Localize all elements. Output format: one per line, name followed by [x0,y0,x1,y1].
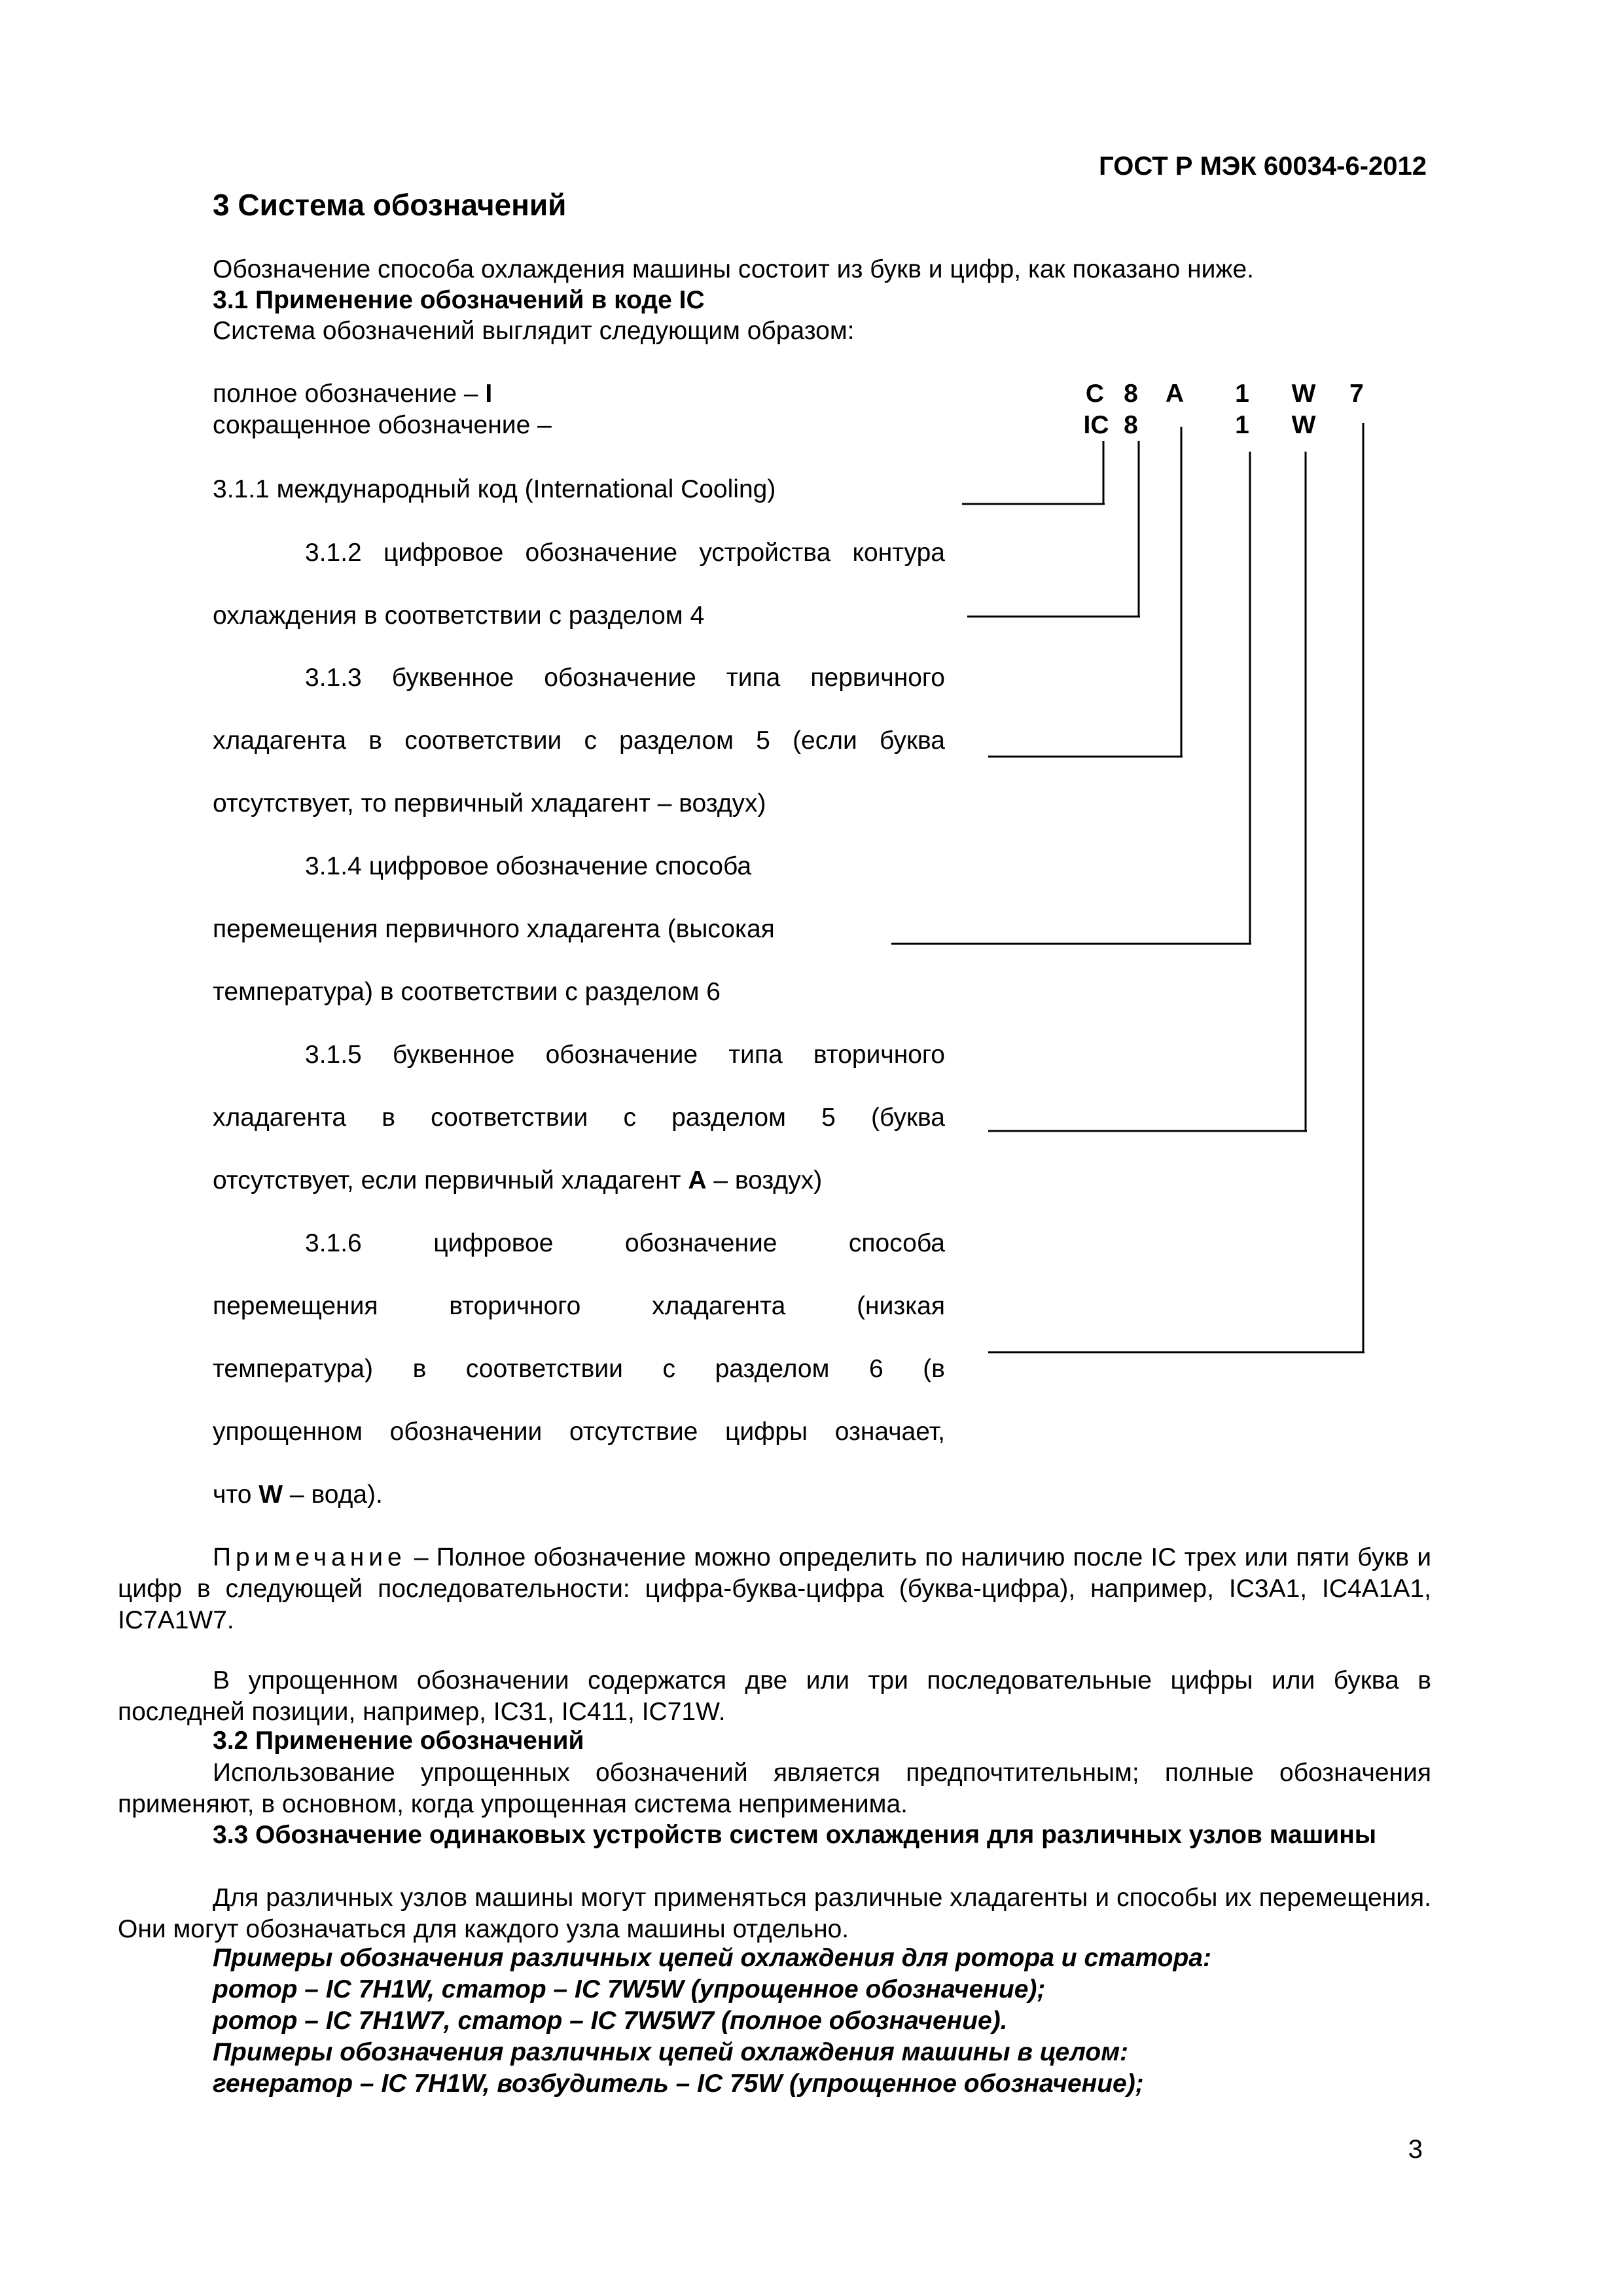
item-3-1-5-line1: 3.1.5 буквенное обозначение типа вторичного [305,1041,945,1069]
item-3-1-6-line5 [213,1480,383,1509]
item-3-1-1: 3.1.1 международный код (International Cooling) [213,475,776,503]
example-line-2: ротор – IC 7H1W, статор – IC 7W5W (упрощенное обозначение); [213,1975,1046,2003]
item-3-1-3-line2: хладагента в соответствии с разделом 5 (если буква [213,726,945,755]
item-3-1-5-line2: хладагента в соответствии с разделом 5 (буква [213,1103,945,1132]
item-3-1-3-line3: отсутствует, то первичный хладагент – воздух) [213,789,766,817]
code-short-ic: IC [1083,411,1109,439]
example-line-3: ротор – IC 7H1W7, статор – IC 7W5W7 (полное обозначение). [213,2007,1008,2035]
full-designation-letter: I [485,380,493,408]
page-number: 3 [1408,2135,1423,2164]
standard-number: ГОСТ Р МЭК 60034-6-2012 [1099,152,1427,181]
code-short-1: 1 [1235,411,1249,439]
item-3-1-5-letter-a: А [688,1166,707,1194]
short-designation-label: сокращенное обозначение – [213,411,552,439]
item-3-1-2-line1: 3.1.2 цифровое обозначение устройства контура [305,539,945,567]
item-3-1-2-line2: охлаждения в соответствии с разделом 4 [213,601,705,630]
item-3-1-6-line3: температура) в соответствии с разделом 6 (в [213,1355,945,1383]
note-label: Примечание [213,1543,406,1571]
example-line-5: генератор – IC 7H1W, возбудитель – IC 75W (упрощенное обозначение); [213,2070,1144,2098]
item-3-1-6-line5-c: – вода). [283,1480,383,1509]
item-3-1-6-letter-w: W [259,1480,283,1509]
subsection-3-3-title: 3.3 Обозначение одинаковых устройств систем охлаждения для различных узлов машины [213,1821,1377,1849]
item-3-1-6-line4: упрощенном обозначении отсутствие цифры означает, [213,1418,945,1446]
code-full-8: 8 [1124,380,1138,408]
subsection-3-2-title: 3.2 Применение обозначений [213,1727,584,1755]
simplified-paragraph: В упрощенном обозначении содержатся две или три последовательные цифры или буква в последней позиции, например, IC31, IC411, IC71W. [118,1666,1431,1726]
intro-text: Обозначение способа охлаждения машины состоит из букв и цифр, как показано ниже. [213,255,1255,283]
code-full-1: 1 [1235,380,1249,408]
item-3-1-6-line2: перемещения вторичного хладагента (низкая [213,1292,945,1320]
item-3-1-6-line1: 3.1.6 цифровое обозначение способа [305,1229,945,1257]
code-full-a: A [1165,380,1185,408]
item-3-1-4-line2: перемещения первичного хладагента (высокая [213,915,775,943]
example-line-4: Примеры обозначения различных цепей охлаждения машины в целом: [213,2038,1129,2066]
code-full-w: W [1291,380,1316,408]
subsection-3-3-text: Для различных узлов машины могут применяться различные хладагенты и способы их перемещения. Они могут обозначаться для каждого узла машины отдельно. [118,1884,1431,1943]
code-short-w: W [1291,411,1316,439]
code-full-7: 7 [1349,380,1364,408]
code-short-8: 8 [1124,411,1138,439]
example-line-1: Примеры обозначения различных цепей охлаждения для ротора и статора: [213,1944,1211,1972]
item-3-1-5-line3-a: отсутствует, если первичный хладагент [213,1166,688,1194]
subsection-3-1-text: Система обозначений выглядит следующим образом: [213,317,855,345]
section-title: 3 Система обозначений [213,188,567,222]
item-3-1-4-line1: 3.1.4 цифровое обозначение способа [305,852,752,880]
item-3-1-5-line3-c: – воздух) [706,1166,823,1194]
subsection-3-1-title: 3.1 Применение обозначений в коде IC [213,286,705,314]
note-paragraph [118,1542,1431,1636]
code-full-c: C [1085,380,1105,408]
subsection-3-2-text: Использование упрощенных обозначений является предпочтительным; полные обозначения применяют, в основном, когда упрощенная система неприменима. [118,1759,1431,1818]
item-3-1-3-line1: 3.1.3 буквенное обозначение типа первичного [305,664,945,692]
full-designation-text: полное обозначение – [213,380,486,408]
item-3-1-6-line5-a: что [213,1480,259,1509]
note-text: – Полное обозначение можно определить по наличию после IC трех или пяти букв и цифр в следующей последовательности: цифра-буква-цифра (буква-цифра), например, IC3A1, IC4A1A1, IC7A1W7. [118,1543,1431,1634]
item-3-1-5-line3 [213,1166,822,1195]
item-3-1-4-line3: температура) в соответствии с разделом 6 [213,978,721,1006]
